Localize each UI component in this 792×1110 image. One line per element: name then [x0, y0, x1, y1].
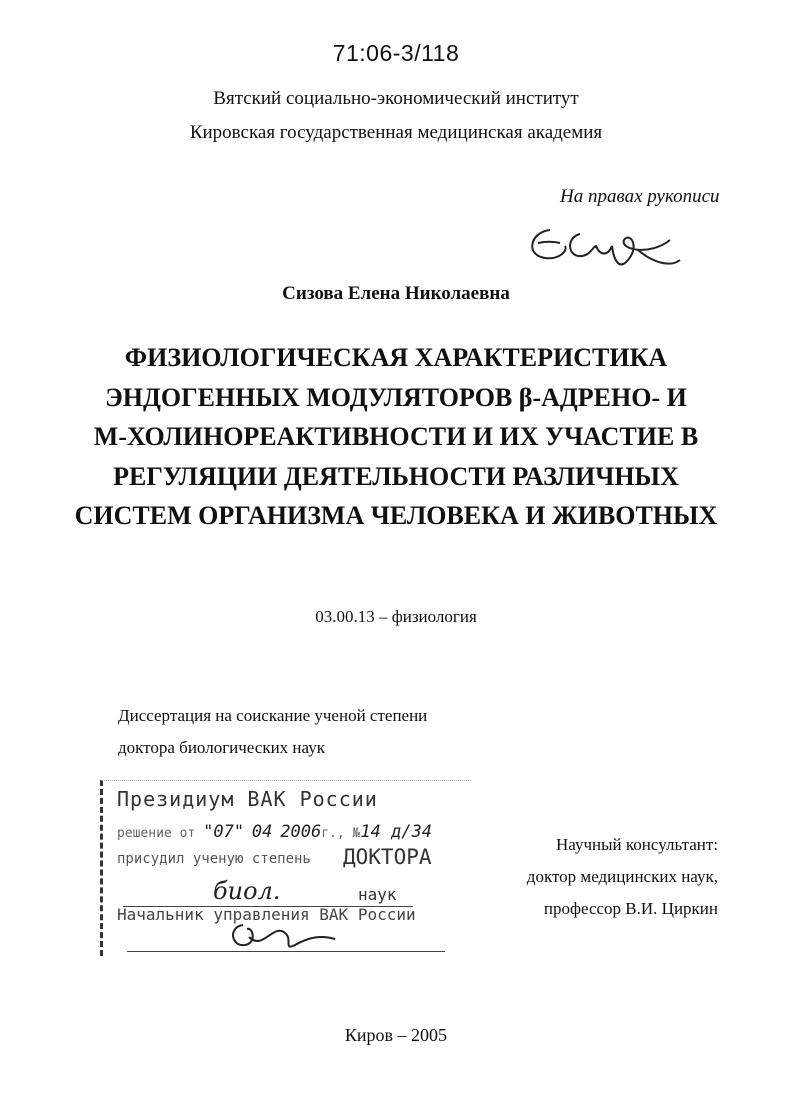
title-line: М-ХОЛИНОРЕАКТИВНОСТИ И ИХ УЧАСТИЕ В [93, 422, 699, 451]
institution-1: Вятский социально-экономический институт [213, 88, 579, 109]
stamp-year: 2006 [280, 822, 322, 842]
stamp-decision-prefix: решение от [117, 826, 196, 841]
stamp-awarded-prefix: присудил ученую степень [117, 851, 311, 867]
consultant-label: Научный консультант: [556, 835, 718, 854]
stamp-number: 14 д/34 [360, 822, 432, 842]
title-line: ЭНДОГЕННЫХ МОДУЛЯТОРОВ β-АДРЕНО- И [105, 382, 687, 412]
specialty: 03.00.13 – физиология [315, 607, 477, 626]
stamp-degree: ДОКТОРА [343, 845, 432, 869]
stamp-year-suffix: г., [321, 826, 345, 841]
title-line: ФИЗИОЛОГИЧЕСКАЯ ХАРАКТЕРИСТИКА [124, 343, 668, 372]
stamp-field-handwritten: биол. [213, 877, 281, 905]
author-signature-image [520, 210, 700, 280]
stamp-presidium: Президиум ВАК России [117, 787, 378, 811]
stamp-head-title: Начальник управления ВАК России [117, 905, 416, 924]
city-year: Киров – 2005 [344, 1025, 448, 1045]
stamp-month: 04 [251, 822, 273, 842]
stamp-signature-image [223, 917, 343, 957]
institution-2: Кировская государственная медицинская академия [189, 122, 603, 143]
rights-note: На правах рукописи [560, 186, 720, 207]
stamp-day: "07" [203, 822, 245, 842]
vak-stamp [100, 780, 471, 956]
dissertation-type-line-1: Диссертация на соискание ученой степени [118, 706, 428, 725]
dissertation-type-line-2: доктора биологических наук [118, 738, 325, 757]
consultant-name: профессор В.И. Циркин [543, 899, 718, 918]
archive-code: 71:06-3/118 [332, 40, 460, 66]
stamp-science-suffix: наук [358, 885, 397, 904]
stamp-decision-line [117, 822, 432, 842]
title-line: СИСТЕМ ОРГАНИЗМА ЧЕЛОВЕКА И ЖИВОТНЫХ [74, 501, 718, 530]
author-name: Сизова Елена Николаевна [282, 283, 510, 304]
dissertation-title [0, 338, 792, 536]
consultant-degree: доктор медицинских наук, [526, 867, 718, 886]
stamp-number-prefix: № [352, 826, 361, 841]
title-line: РЕГУЛЯЦИИ ДЕЯТЕЛЬНОСТИ РАЗЛИЧНЫХ [113, 461, 679, 491]
